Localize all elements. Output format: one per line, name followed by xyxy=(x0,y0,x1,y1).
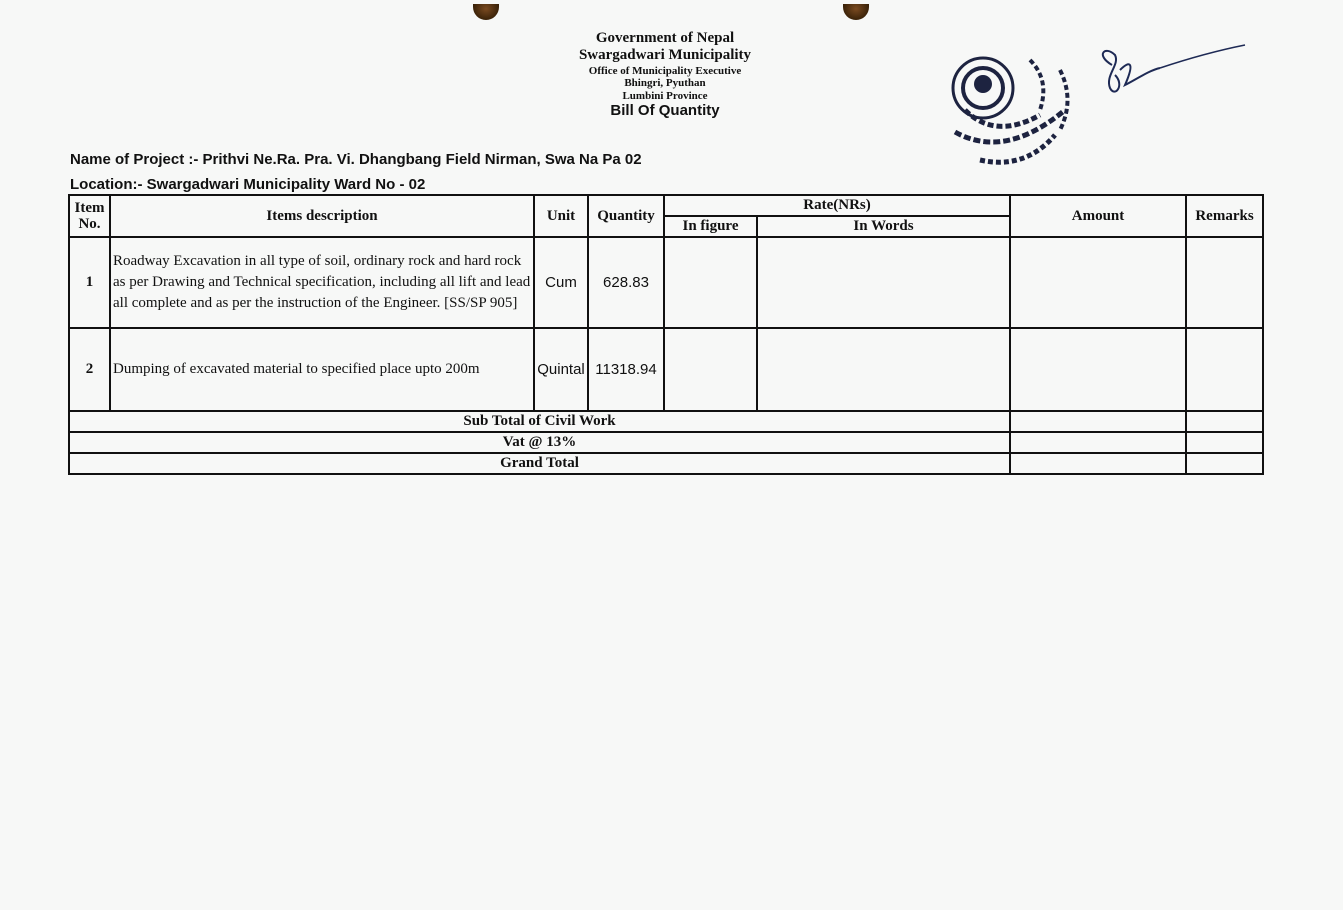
subtotal-label: Sub Total of Civil Work xyxy=(69,411,1010,432)
header-province: Lumbini Province xyxy=(622,89,708,102)
item-quantity: 11318.94 xyxy=(588,328,664,411)
remarks-cell xyxy=(1186,328,1263,411)
municipality-seal-stamp xyxy=(935,40,1085,180)
project-name: Name of Project :- Prithvi Ne.Ra. Pra. Vi. Dhangbang Field Nirman, Swa Na Pa 02 xyxy=(70,151,642,168)
remarks-cell xyxy=(1186,237,1263,328)
item-description: Roadway Excavation in all type of soil, ordinary rock and hard rock as per Drawing and Technical specification, including all lift and lead all complete and as per the instruction of the Engineer. [SS/SP 905] xyxy=(110,237,534,328)
punch-hole-right xyxy=(843,4,869,20)
table-row xyxy=(69,237,1263,328)
header-item-no: Item No. xyxy=(69,195,110,237)
item-quantity: 628.83 xyxy=(588,237,664,328)
header-government: Government of Nepal xyxy=(595,30,735,46)
header-in-figure: In figure xyxy=(664,216,757,237)
header-office: Office of Municipality Executive xyxy=(588,64,742,77)
grand-total-label: Grand Total xyxy=(69,453,1010,474)
document-header xyxy=(470,30,860,120)
grand-total-remarks-cell xyxy=(1186,453,1263,474)
header-quantity: Quantity xyxy=(588,195,664,237)
subtotal-row xyxy=(69,411,1263,432)
header-unit: Unit xyxy=(534,195,588,237)
amount-cell xyxy=(1010,328,1186,411)
rate-in-words-cell xyxy=(757,328,1010,411)
rate-in-figure-cell xyxy=(664,237,757,328)
vat-amount-cell xyxy=(1010,432,1186,453)
handwritten-signature xyxy=(1090,40,1250,110)
punch-hole-left xyxy=(473,4,499,20)
rate-in-figure-cell xyxy=(664,328,757,411)
item-unit: Cum xyxy=(534,237,588,328)
amount-cell xyxy=(1010,237,1186,328)
item-description: Dumping of excavated material to specified place upto 200m xyxy=(110,328,534,411)
subtotal-remarks-cell xyxy=(1186,411,1263,432)
table-row xyxy=(69,328,1263,411)
item-no: 1 xyxy=(69,237,110,328)
header-rate: Rate(NRs) xyxy=(664,195,1010,216)
header-description: Items description xyxy=(110,195,534,237)
header-municipality: Swargadwari Municipality xyxy=(578,47,752,64)
subtotal-amount-cell xyxy=(1010,411,1186,432)
vat-row xyxy=(69,432,1263,453)
header-address: Bhingri, Pyuthan xyxy=(624,77,706,90)
grand-total-amount-cell xyxy=(1010,453,1186,474)
grand-total-row xyxy=(69,453,1263,474)
vat-label: Vat @ 13% xyxy=(69,432,1010,453)
bill-of-quantity-table xyxy=(68,194,1264,475)
header-remarks: Remarks xyxy=(1186,195,1263,237)
item-no: 2 xyxy=(69,328,110,411)
document-title: Bill Of Quantity xyxy=(610,102,720,120)
header-in-words: In Words xyxy=(757,216,1010,237)
vat-remarks-cell xyxy=(1186,432,1263,453)
item-unit: Quintal xyxy=(534,328,588,411)
table-header-row xyxy=(69,195,1263,216)
project-location: Location:- Swargadwari Municipality Ward No - 02 xyxy=(70,176,426,193)
header-amount: Amount xyxy=(1010,195,1186,237)
rate-in-words-cell xyxy=(757,237,1010,328)
